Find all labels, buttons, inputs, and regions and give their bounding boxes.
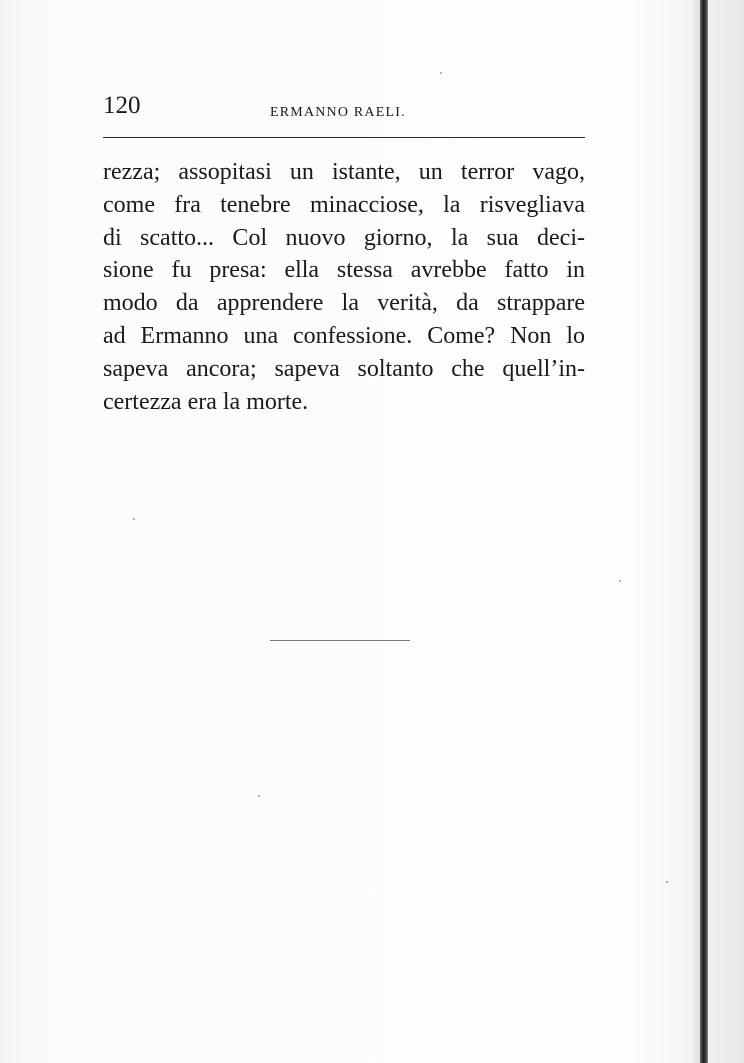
paper-speck	[258, 795, 260, 797]
paper-speck	[440, 72, 442, 74]
paper-speck	[133, 518, 135, 520]
text-line: ad Ermanno una confessione. Come? Non lo	[103, 322, 585, 349]
body-text	[103, 156, 585, 418]
text-line: sapeva ancora; sapeva soltanto che quell’in-	[103, 355, 585, 382]
binding-shadow	[690, 0, 700, 1063]
end-rule	[270, 640, 410, 641]
header-rule	[103, 137, 585, 138]
text-line: sione fu presa: ella stessa avrebbe fatto in	[103, 257, 585, 284]
text-line: come fra tenebre minacciose, la risvegliava	[103, 191, 585, 218]
paper-speck	[619, 580, 621, 582]
text-line: modo da apprendere la verità, da strappare	[103, 290, 585, 317]
running-head: ERMANNO RAELI.	[270, 105, 406, 120]
text-line: rezza; assopitasi un istante, un terror vago,	[103, 159, 585, 185]
binding-edge	[700, 0, 708, 1063]
page-number: 120	[103, 92, 141, 119]
text-line: certezza era la morte.	[103, 388, 309, 415]
text-line: di scatto... Col nuovo giorno, la sua deci-	[103, 224, 585, 251]
paper-speck	[666, 881, 668, 883]
page-header	[103, 92, 585, 132]
